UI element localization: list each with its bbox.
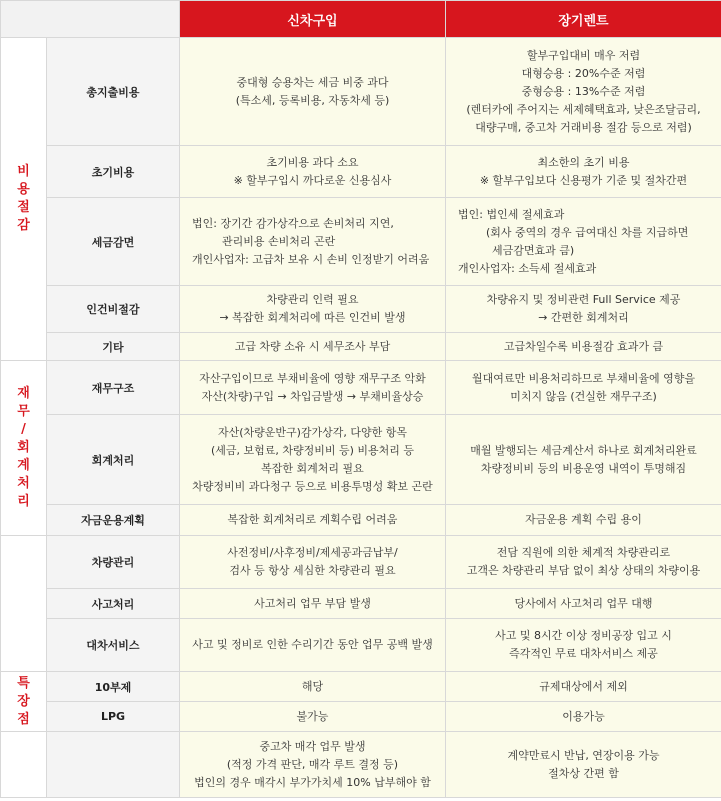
cell-rental: 전담 직원에 의한 체계적 차량관리로 고객은 차량관리 부담 없이 최상 상태의 차량이용	[446, 536, 721, 589]
cell-new-car: 사고 및 정비로 인한 수리기간 동안 업무 공백 발생	[180, 619, 446, 672]
header-new-car-purchase: 신차구입	[180, 1, 446, 38]
cell-rental: 고급차일수록 비용절감 효과가 큼	[446, 333, 721, 361]
cell-new-car: 자산구입이므로 부채비율에 영향 재무구조 악화 자산(차량)구입 → 차입금발생 → 부채비율상승	[180, 361, 446, 415]
category-advantages: 특 장 점	[1, 672, 47, 732]
category-cost-reduction: 비 용 절 감	[1, 38, 47, 361]
cell-new-car: 사고처리 업무 부담 발생	[180, 589, 446, 619]
row-lpg	[1, 702, 721, 732]
item-label: LPG	[47, 702, 180, 732]
cell-new-car: 차량관리 인력 필요 → 복잡한 회계처리에 따른 인건비 발생	[180, 286, 446, 333]
cell-new-car: 자산(차량운반구)감가상각, 다양한 항목 (세금, 보험료, 차량정비비 등) 비용처리 등 복잡한 회계처리 필요 차량정비비 과다청구 등으로 비용투명성 확보 곤란	[180, 415, 446, 505]
cell-new-car: 사전정비/사후정비/제세공과금납부/ 검사 등 항상 세심한 차량관리 필요	[180, 536, 446, 589]
cell-rental: 사고 및 8시간 이상 정비공장 입고 시 즉각적인 무료 대차서비스 제공	[446, 619, 721, 672]
item-label	[47, 732, 180, 798]
cell-new-car: 해당	[180, 672, 446, 702]
item-label: 재무구조	[47, 361, 180, 415]
item-label: 차량관리	[47, 536, 180, 589]
row-10-day-rotation	[1, 672, 721, 702]
cell-rental: 자금운용 계획 수립 용이	[446, 505, 721, 536]
item-label: 기타	[47, 333, 180, 361]
cell-new-car: 고급 차량 소유 시 세무조사 부담	[180, 333, 446, 361]
cell-new-car: 중고차 매각 업무 발생 (적정 가격 판단, 매각 루트 결정 등) 법인의 경우 매각시 부가가치세 10% 납부해야 함	[180, 732, 446, 798]
cell-rental: 할부구입대비 매우 저렴 대형승용 : 20%수준 저렴 중형승용 : 13%수준 저렴 (렌터카에 주어지는 세제혜택효과, 낮은조달금리, 대량구매, 중고차 거래비용 절감 등으로 저렴)	[446, 38, 721, 146]
item-label: 초기비용	[47, 146, 180, 198]
item-label: 10부제	[47, 672, 180, 702]
cell-rental: 차량유지 및 정비관련 Full Service 제공 → 간편한 회계처리	[446, 286, 721, 333]
row-accident-handling	[1, 589, 721, 619]
cell-rental: 이용가능	[446, 702, 721, 732]
row-total-cost	[1, 38, 721, 146]
item-label: 세금감면	[47, 198, 180, 286]
cell-rental: 계약만료시 반납, 연장이용 가능 절차상 간편 함	[446, 732, 721, 798]
row-etc	[1, 333, 721, 361]
item-label: 자금운용계획	[47, 505, 180, 536]
cell-rental: 당사에서 사고처리 업무 대행	[446, 589, 721, 619]
row-labor-cost	[1, 286, 721, 333]
cell-rental: 규제대상에서 제외	[446, 672, 721, 702]
row-tax-reduction	[1, 198, 721, 286]
cell-new-car: 중대형 승용차는 세금 비중 과다 (특소세, 등록비용, 자동차세 등)	[180, 38, 446, 146]
header-long-term-rental: 장기렌트	[446, 1, 721, 38]
cell-new-car: 초기비용 과다 소요 ※ 할부구입시 까다로운 신용심사	[180, 146, 446, 198]
item-label: 인건비절감	[47, 286, 180, 333]
row-financial-structure	[1, 361, 721, 415]
cell-new-car: 법인: 장기간 감가상각으로 손비처리 지연, 관리비용 손비처리 곤란 개인사업자: 고급차 보유 시 손비 인정받기 어려움	[180, 198, 446, 286]
row-substitute-service	[1, 619, 721, 672]
row-funding-plan	[1, 505, 721, 536]
category-blank-top	[1, 536, 47, 672]
cell-rental: 최소한의 초기 비용 ※ 할부구입보다 신용평가 기준 및 절차간편	[446, 146, 721, 198]
cell-rental: 월대여료만 비용처리하므로 부채비율에 영향을 미치지 않음 (건실한 재무구조)	[446, 361, 721, 415]
item-label: 회계처리	[47, 415, 180, 505]
item-label: 사고처리	[47, 589, 180, 619]
row-initial-cost	[1, 146, 721, 198]
header-blank	[1, 1, 180, 38]
category-finance-accounting: 재 무 / 회 계 처 리	[1, 361, 47, 536]
category-blank-bottom	[1, 732, 47, 798]
cell-rental: 법인: 법인세 절세효과 (회사 중역의 경우 급여대신 차를 지급하면 세금감면효과 큼) 개인사업자: 소득세 절세효과	[446, 198, 721, 286]
item-label: 총지출비용	[47, 38, 180, 146]
row-accounting	[1, 415, 721, 505]
cell-rental: 매월 발행되는 세금계산서 하나로 회계처리완료 차량정비비 등의 비용운영 내역이 투명해짐	[446, 415, 721, 505]
cell-new-car: 복잡한 회계처리로 계획수립 어려움	[180, 505, 446, 536]
item-label: 대차서비스	[47, 619, 180, 672]
row-disposal	[1, 732, 721, 798]
cell-new-car: 불가능	[180, 702, 446, 732]
row-vehicle-management	[1, 536, 721, 589]
